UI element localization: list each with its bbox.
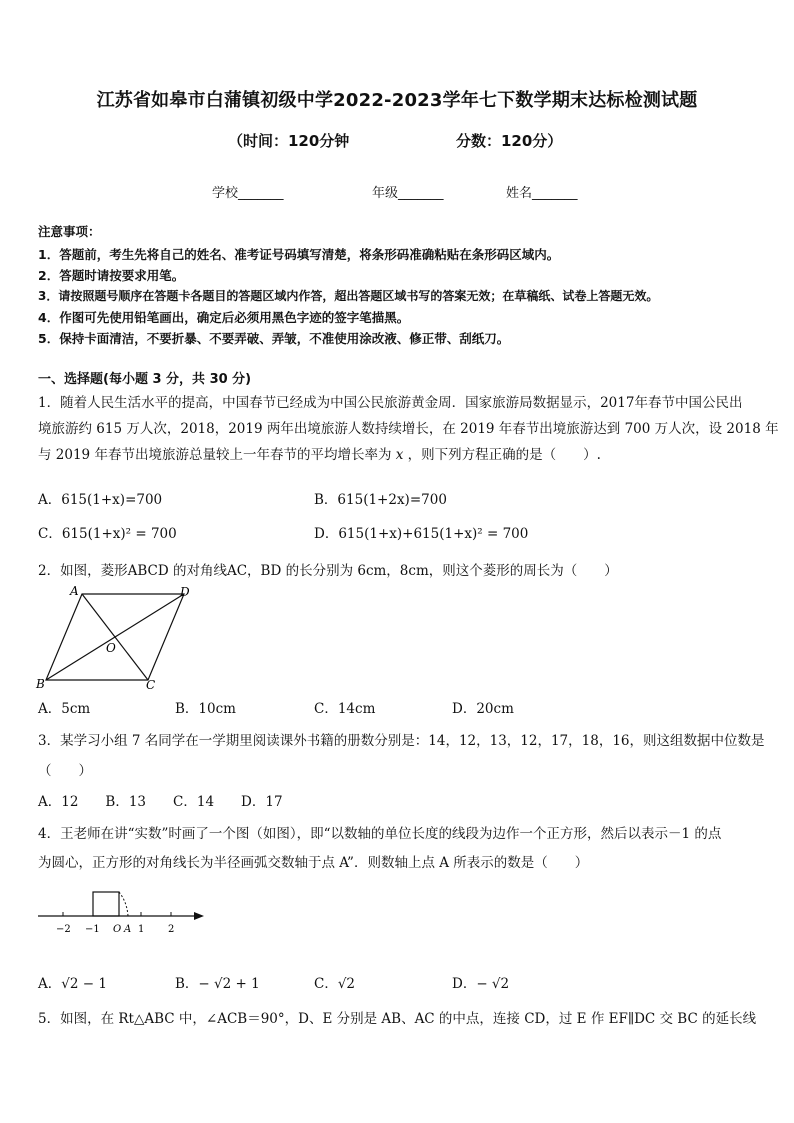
q1-line2: 境旅游约 615 万人次，2018，2019 两年出境旅游人数持续增长，在 2019 年春节出境旅游达到 700 万人次，设 2018 年 xyxy=(38,421,779,437)
q4-option-c: C．√2 xyxy=(314,976,356,992)
q1-line1: 1．随着人民生活水平的提高，中国春节已经成为中国公民旅游黄金周．国家旅游局数据显示，2017年春节中国公民出 xyxy=(38,395,743,411)
q3-line1: 3．某学习小组 7 名同学在一学期里阅读课外书籍的册数分别是：14，12，13，12，17，18，16，则这组数据中位数是 xyxy=(38,733,765,749)
vertex-b-label: B xyxy=(36,677,45,691)
q4-option-d: D．− √2 xyxy=(452,976,510,992)
center-o-label: O xyxy=(106,641,116,655)
note-item: 4．作图可先使用铅笔画出，确定后必须用黑色字迹的签字笔描黑。 xyxy=(38,310,410,325)
q1-option-a: A．615(1+x)=700 xyxy=(38,492,163,508)
q2-option-d: D．20cm xyxy=(452,701,514,717)
tick-label: 2 xyxy=(168,924,175,935)
vertex-d-label: D xyxy=(180,585,190,599)
radius-arc xyxy=(119,892,128,916)
section-heading: 一、选择题(每小题 3 分，共 30 分) xyxy=(38,372,252,387)
vertex-a-label: A xyxy=(70,584,79,598)
note-item: 1．答题前，考生先将自己的姓名、准考证号码填写清楚，将条形码准确粘贴在条形码区域内。 xyxy=(38,247,560,262)
q4-option-a: A．√2 − 1 xyxy=(38,976,107,992)
q1-option-c: C．615(1+x)² = 700 xyxy=(38,526,177,542)
axis-arrow xyxy=(194,912,204,920)
exam-title: 江苏省如皋市白蒲镇初级中学2022-2023学年七下数学期末达标检测试题 xyxy=(96,90,698,111)
notes-heading: 注意事项： xyxy=(38,224,101,239)
q2-option-c: C．14cm xyxy=(314,701,376,717)
q3-options: A．12 B．13 C．14 D．17 xyxy=(38,794,283,810)
tick-label: −2 xyxy=(56,924,71,935)
notes-block xyxy=(38,222,768,349)
origin-label: O xyxy=(113,924,122,935)
note-item: 2．答题时请按要求用笔。 xyxy=(38,268,185,283)
q5-line1: 5．如图，在 Rt△ABC 中，∠ACB＝90°，D、E 分别是 AB、AC 的中点，连接 CD，过 E 作 EF∥DC 交 BC 的延长线 xyxy=(38,1011,757,1027)
question-4 xyxy=(38,818,758,876)
number-line-figure xyxy=(36,888,212,938)
name-field: 姓名_______ xyxy=(506,186,578,201)
grade-field: 年级_______ xyxy=(372,186,444,201)
q4-line1: 4．王老师在讲“实数”时画了一个图（如图），即“以数轴的单位长度的线段为边作一个正方形，然后以表示－1 的点 xyxy=(38,826,722,842)
note-item: 5．保持卡面清洁，不要折暴、不要弄破、弄皱，不准使用涂改液、修正带、刮纸刀。 xyxy=(38,331,510,346)
q4-line2: 为圆心，正方形的对角线长为半径画弧交数轴于点 A”．则数轴上点 A 所表示的数是（ ） xyxy=(38,855,589,871)
q1-option-d: D．615(1+x)+615(1+x)² = 700 xyxy=(314,526,529,542)
question-3 xyxy=(38,726,765,786)
point-a-label: A xyxy=(124,924,132,935)
tick-label: −1 xyxy=(85,924,100,935)
exam-score: 分数：120分） xyxy=(456,132,563,150)
q4-option-b: B．− √2 + 1 xyxy=(175,976,260,992)
diagonal-bd xyxy=(46,594,184,680)
school-field: 学校_______ xyxy=(212,186,284,201)
q3-line2: （ ） xyxy=(38,763,92,779)
q2-option-b: B．10cm xyxy=(175,701,236,717)
tick-label: 1 xyxy=(138,924,145,935)
rhombus-figure xyxy=(34,584,204,692)
q1-line3a: 与 2019 年春节出境旅游总量较上一年春节的平均增长率为 xyxy=(38,447,392,463)
unit-square xyxy=(93,892,119,916)
exam-time: （时间：120分钟 xyxy=(228,132,350,150)
note-item: 3．请按照题号顺序在答题卡各题目的答题区域内作答，超出答题区域书写的答案无效；在草稿纸、试卷上答题无效。 xyxy=(38,289,659,303)
q1-line3b: ，则下列方程正确的是（ ）. xyxy=(407,447,601,463)
q2-text: 2．如图，菱形ABCD 的对角线AC，BD 的长分别为 6cm，8cm，则这个菱形的周长为（ ） xyxy=(38,563,618,579)
q1-line3 xyxy=(38,442,758,468)
q2-option-a: A．5cm xyxy=(38,701,91,717)
question-1 xyxy=(38,390,779,468)
q1-variable: x xyxy=(395,447,404,463)
q1-option-b: B．615(1+2x)=700 xyxy=(314,492,447,508)
vertex-c-label: C xyxy=(146,678,156,692)
